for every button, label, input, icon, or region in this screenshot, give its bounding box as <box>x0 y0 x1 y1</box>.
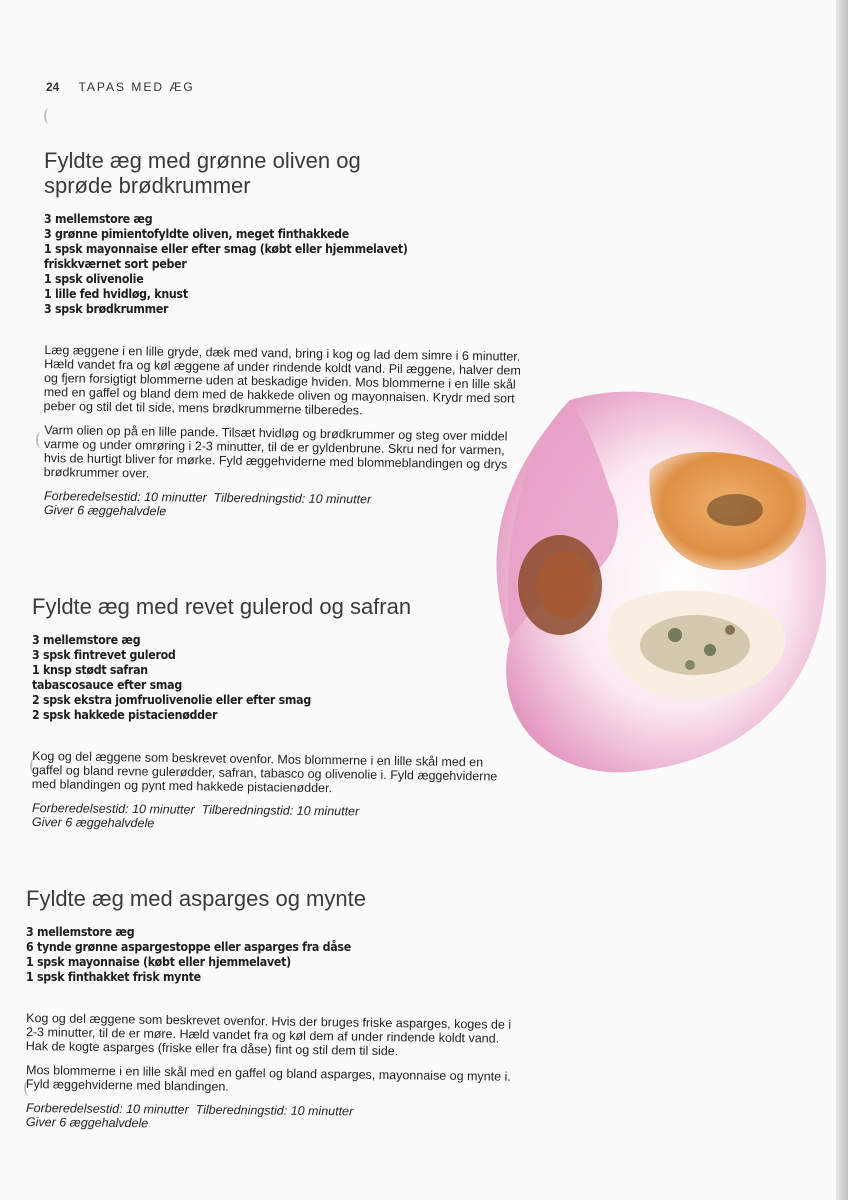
ingredient-item: 2 spsk ekstra jomfruolivenolie eller efter smag <box>32 693 311 707</box>
ingredient-item: 3 mellemstore æg <box>32 633 141 647</box>
ingredient-item: 3 spsk fintrevet gulerod <box>32 648 176 662</box>
herb-speck <box>704 644 716 656</box>
ingredient-item: 1 lille fed hvidløg, knust <box>44 287 188 301</box>
recipe-title: Fyldte æg med revet gulerod og safran <box>32 594 412 619</box>
yield: Giver 6 æggehalvdele <box>31 815 155 831</box>
recipe-carrot <box>32 594 502 829</box>
cook-time: Tilberedningstid: 10 minutter <box>213 490 372 507</box>
olive-topping <box>707 494 763 526</box>
method-paragraph: Mos blommerne i en lille skål med en gaffel og bland asparges, mayonnaise og mynte i. Fyld æggehviderne med blandingen. <box>25 1063 511 1094</box>
binder-hole <box>44 108 54 124</box>
page-edge-shadow <box>836 0 848 1200</box>
ingredient-item: 1 spsk mayonnaise eller efter smag (købt eller hjemmelavet) <box>44 242 408 256</box>
ingredient-item: 2 spsk hakkede pistacienødder <box>32 708 218 722</box>
method-paragraph: Læg æggene i en lille gryde, dæk med vand, bring i kog og lad dem simre i 6 minutter. Hæld vandet fra og køl æggene af under rindende koldt vand. Pil æggene, halver dem og fjern forsigtigt blommerne uden at beskadige hviden. Mos blommerne i en lille skål med en gaffel og bland dem med de hakkede oliven og mayonnaisen. Krydr med sort peber og stil det til side, mens brødkrummerne tilberedes. <box>43 343 521 418</box>
method-paragraph: Kog og del æggene som beskrevet ovenfor. Hvis der bruges friske asparges, koges de i 2-3 minutter, til de er møre. Hæld vandet fra og køl dem af under rindende koldt vand. Hak de kogte asparges (friske eller fra dåse) fint og stil dem til side. <box>25 1011 512 1059</box>
recipe-title: Fyldte æg med grønne oliven og sprøde brødkrummer <box>44 148 361 198</box>
cook-time: Tilberedningstid: 10 minutter <box>195 1102 354 1119</box>
method <box>31 749 502 796</box>
ingredient-item: 3 mellemstore æg <box>44 212 153 226</box>
ingredient-item: 1 knsp stødt safran <box>32 663 148 677</box>
ingredient-item: 6 tynde grønne aspargestoppe eller asparges fra dåse <box>26 940 351 954</box>
herb-speck <box>685 660 695 670</box>
method-paragraph: Varm olien op på en lille pande. Tilsæt hvidløg og brødkrummer og steg over middel varme og under omrøring i 2-3 minutter, til de er gyldenbrune. Skru ned for varmen, hvis de hurtigt bliver for mørke. Fyld æggehviderne med blommeblandingen og drys brødkrummer over. <box>43 423 508 481</box>
ingredient-list <box>26 925 520 985</box>
egg-filling <box>640 615 750 675</box>
page-number: 24 <box>46 80 60 94</box>
herb-speck <box>725 625 735 635</box>
herb-speck <box>668 628 682 642</box>
method-paragraph: Kog og del æggene som beskrevet ovenfor. Mos blommerne i en lille skål med en gaffel og bland revne gulerødder, safran, tabasco og olivenolie i. Fyld æggehviderne med blandingen og pynt med hakkede pistacienødder. <box>31 749 498 796</box>
ingredient-list <box>44 212 524 317</box>
section-title: TAPAS MED ÆG <box>78 80 195 94</box>
ingredient-item: 1 spsk olivenolie <box>44 272 144 286</box>
ingredient-item: 3 mellemstore æg <box>26 925 135 939</box>
prep-time: Forberedelsestid: 10 minutter <box>32 801 195 817</box>
prep-time: Forberedelsestid: 10 minutter <box>26 1101 189 1117</box>
prep-time: Forberedelsestid: 10 minutter <box>44 489 207 505</box>
recipe-times <box>44 489 524 522</box>
page-header <box>46 80 195 94</box>
cook-time: Tilberedningstid: 10 minutter <box>201 802 360 819</box>
ingredient-item: friskkværnet sort peber <box>44 257 187 271</box>
ingredient-item: 1 spsk mayonnaise (købt eller hjemmelavet) <box>26 955 291 969</box>
recipe-olive <box>44 148 524 517</box>
ingredient-item: 1 spsk finthakket frisk mynte <box>26 970 201 984</box>
yield: Giver 6 æggehalvdele <box>25 1115 149 1131</box>
food-photo <box>470 380 835 780</box>
method <box>25 1011 520 1094</box>
ingredient-item: 3 grønne pimientofyldte oliven, meget finthakkede <box>44 227 350 241</box>
ingredient-item: tabascosauce efter smag <box>32 678 182 692</box>
ingredient-list <box>32 633 502 723</box>
recipe-times <box>32 801 502 834</box>
recipe-title: Fyldte æg med asparges og mynte <box>26 886 366 911</box>
ingredient-item: 3 spsk brødkrummer <box>44 302 169 316</box>
recipe-times <box>26 1101 520 1134</box>
method <box>44 343 524 479</box>
yield: Giver 6 æggehalvdele <box>43 503 167 519</box>
crumb-stain <box>537 551 593 619</box>
recipe-asparagus <box>26 886 520 1129</box>
